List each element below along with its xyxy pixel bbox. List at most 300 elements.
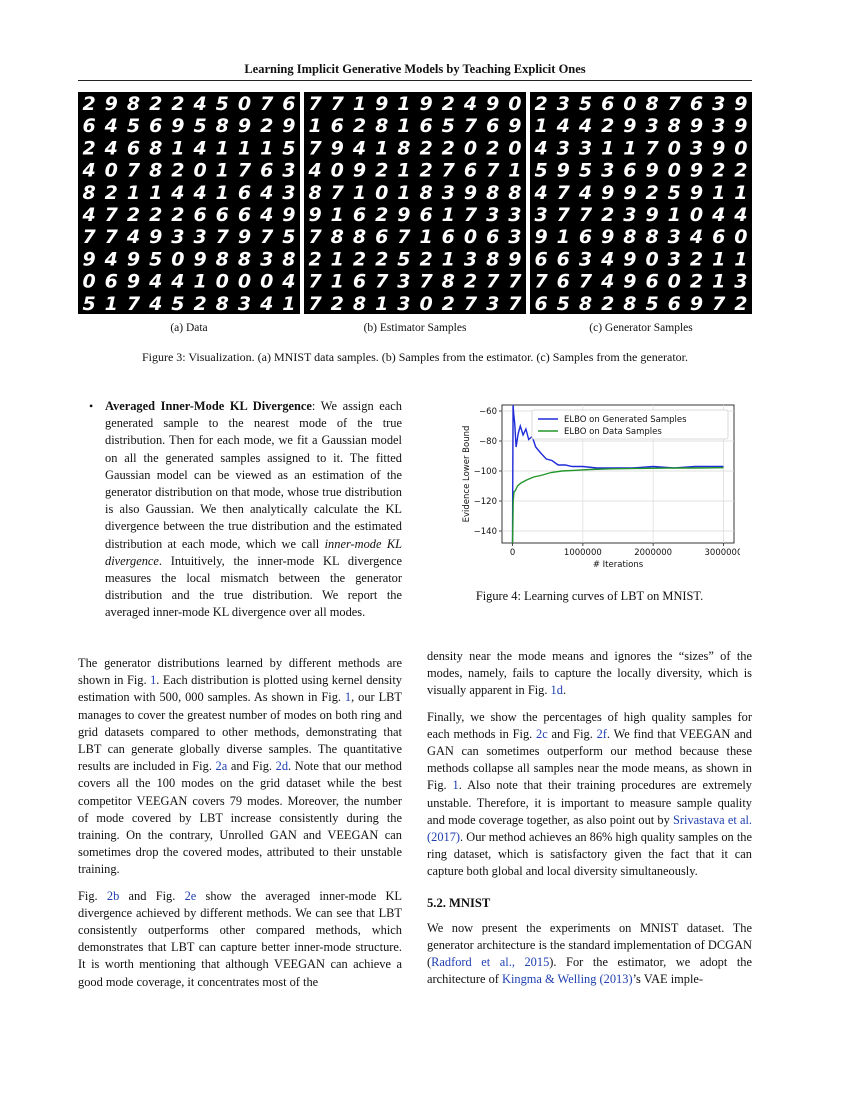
mnist-digit: 6 (712, 226, 726, 249)
figure3-caption: Figure 3: Visualization. (a) MNIST data samples. (b) Samples from the estimator. (c) Samples from the generator. (141, 350, 689, 364)
mnist-digit: 1 (352, 93, 367, 115)
mnist-digit: 4 (463, 93, 478, 115)
mnist-digit: 8 (419, 181, 433, 204)
mnist-digit: 4 (534, 181, 548, 204)
left-paragraph-1: The generator distributions learned by different methods are shown in Fig. 1. Each distribution is plotted using kernel density estimation with 500, 000 samples. As shown in Fig. 1, our LBT manages to cover the greatest number of modes on both ring and grid datasets compared to other methods, demonstrating that LBT can generate globally diverse samples. The quantitative results are included in Fig. 2a and Fig. 2d. Note that our method covers all the 100 modes on the grid dataset while the best competitor VEEGAN covers 79 modes. Moreover, the number of mode covered by LBT increase consistently during the training. On the contrary, Unrolled GAN and VEEGAN can sometimes drop the covered modes, attributed to their unstable training. (78, 656, 402, 877)
mnist-digit: 6 (82, 115, 96, 138)
mnist-digit: 2 (601, 292, 615, 314)
mnist-digit: 1 (734, 181, 748, 204)
mnist-digit: 1 (330, 248, 344, 271)
mnist-digit: 3 (193, 226, 207, 249)
mnist-digit: 2 (104, 181, 118, 204)
mnist-digit: 1 (215, 181, 229, 204)
mnist-digit: 5 (215, 93, 229, 115)
ref-fig-2d[interactable]: 2d (275, 759, 289, 774)
mnist-digit: 9 (149, 226, 163, 249)
mnist-digit: 7 (463, 292, 478, 314)
mnist-digit: 5 (397, 248, 411, 271)
mnist-digit: 8 (237, 248, 252, 271)
mnist-digit: 7 (330, 93, 344, 115)
mnist-digit: 5 (82, 292, 96, 314)
mnist-digit: 1 (441, 248, 455, 271)
mnist-digit: 0 (734, 226, 748, 249)
mnist-digit: 9 (689, 181, 704, 204)
mnist-digit: 1 (330, 204, 344, 226)
mnist-digit: 4 (82, 159, 96, 182)
mnist-digit: 1 (556, 226, 570, 249)
mnist-digit: 9 (556, 159, 570, 182)
mnist-digit: 3 (441, 181, 455, 204)
right-paragraph-3: We now present the experiments on MNIST dataset. The generator architecture is the standard implementation of DCGAN (Radford et al., 2015). For the estimator, we adopt the architecture of Kingma & Welling (2013)’s VAE imple- (427, 920, 753, 987)
ref-kingma-welling-2013[interactable]: Kingma & Welling (2013) (502, 972, 633, 987)
mnist-digit: 2 (260, 115, 274, 138)
mnist-digit: 6 (601, 93, 615, 115)
mnist-digit: 1 (104, 292, 118, 314)
mnist-digit: 8 (623, 292, 637, 314)
mnist-digit: 2 (352, 248, 367, 271)
mnist-digit: 1 (712, 248, 726, 271)
ref-srivastava-2017[interactable]: Srivastava et al. (2017) (427, 812, 752, 845)
mnist-digit: 9 (419, 93, 433, 115)
mnist-digit: 2 (486, 137, 500, 160)
mnist-digit: 3 (578, 248, 593, 271)
mnist-digit: 7 (508, 292, 522, 314)
mnist-digit: 4 (171, 181, 185, 204)
legend-label-data: ELBO on Data Samples (564, 427, 662, 437)
right-column (427, 648, 752, 989)
mnist-digit: 2 (375, 248, 389, 271)
mnist-digit: 6 (419, 115, 433, 138)
mnist-digit: 9 (623, 115, 637, 138)
mnist-digit: 9 (104, 93, 118, 115)
mnist-digit: 3 (397, 292, 411, 314)
mnist-digit: 1 (712, 270, 726, 293)
mnist-digit: 2 (734, 159, 748, 182)
mnist-digit: 3 (645, 115, 659, 138)
mnist-digit: 3 (237, 292, 252, 314)
mnist-digit: 4 (193, 93, 207, 115)
mnist-digit: 7 (534, 270, 548, 293)
mnist-digit: 4 (82, 204, 96, 226)
mnist-digit: 4 (689, 226, 704, 249)
mnist-digit: 3 (623, 204, 637, 226)
mnist-digit: 5 (282, 226, 296, 249)
mnist-digit: 9 (623, 181, 637, 204)
mnist-digit: 6 (689, 93, 704, 115)
mnist-digit: 7 (441, 159, 455, 182)
mnist-digit: 6 (149, 115, 163, 138)
mnist-digit: 9 (171, 115, 185, 138)
mnist-digit: 9 (689, 159, 704, 182)
mnist-digit: 4 (260, 292, 274, 314)
mnist-digit: 4 (104, 137, 118, 160)
mnist-digit: 8 (352, 292, 367, 314)
mnist-digit: 9 (375, 93, 389, 115)
mnist-digit: 7 (126, 159, 141, 182)
mnist-digit: 3 (578, 137, 593, 160)
mnist-digit: 7 (486, 270, 500, 293)
bullet-text: Averaged Inner-Mode KL Divergence: We assign each generated sample to the nearest mode of the true distribution. Then for each mode, we fit a Gaussian model on all the generated samples assigned to it. The fitted Gaussian model can be viewed as an estimation of the generator distribution on that mode, whose true distribution is also Gaussian. We then analytically calculate the KL divergence between the true distribution and the estimated distribution at each mode, which we call inner-mode KL divergence. Intuitively, the inner-mode KL divergence measures the local mismatch between the generator distribution and the true distribution. We report the averaged inner-mode KL divergence over all modes. (105, 399, 403, 620)
mnist-digit: 0 (215, 270, 229, 293)
mnist-digit: 8 (397, 137, 411, 160)
mnist-digit: 2 (689, 248, 704, 271)
running-title: Learning Implicit Generative Models by Teaching Explicit Ones (78, 62, 752, 81)
mnist-digit: 4 (149, 270, 163, 293)
mnist-digit: 0 (463, 226, 478, 249)
mnist-digit: 1 (149, 181, 163, 204)
ref-fig-1d[interactable]: 1d (550, 683, 563, 698)
bullet-item (90, 398, 402, 622)
mnist-digit: 6 (375, 226, 389, 249)
mnist-digit: 2 (375, 159, 389, 182)
mnist-digit: 4 (601, 270, 615, 293)
mnist-digit: 1 (330, 270, 344, 293)
mnist-digit: 7 (308, 292, 322, 314)
mnist-digit: 8 (282, 248, 296, 271)
mnist-digit: 2 (419, 137, 433, 160)
mnist-digit: 0 (260, 270, 274, 293)
mnist-panel-generator (530, 92, 752, 314)
mnist-digit: 4 (578, 115, 593, 138)
mnist-digit: 7 (104, 204, 118, 226)
mnist-digit: 8 (486, 181, 500, 204)
mnist-digit: 0 (375, 181, 389, 204)
subcaption-generator: (c) Generator Samples (589, 322, 693, 334)
mnist-digit: 0 (508, 137, 522, 160)
mnist-digit: 9 (645, 204, 659, 226)
right-paragraph-2: Finally, we show the percentages of high quality samples for each methods in Fig. 2c and Fig. 2f. We find that VEEGAN and GAN can sometimes outperform our method because these methods collapse all samples near the mode means, as shown in Fig. 1. Also note that their training procedures are extremely unstable. Therefore, it is important to measure sample quality and mode coverage together, as also point out by Srivastava et al. (2017). Our method achieves an 86% high quality samples on the ring dataset, which is satisfactory given the fact that it can capture both global and local diversity simultaneously. (427, 709, 753, 879)
mnist-digit: 9 (397, 204, 411, 226)
mnist-digit: 8 (82, 181, 96, 204)
mnist-digit: 6 (534, 292, 548, 314)
mnist-digit: 8 (645, 93, 659, 115)
mnist-digit: 3 (689, 137, 704, 160)
mnist-digit: 9 (601, 226, 615, 249)
mnist-digit: 1 (667, 204, 681, 226)
mnist-digit: 6 (419, 204, 433, 226)
bullet-dot: • (89, 399, 94, 413)
mnist-digit: 9 (689, 115, 704, 138)
mnist-digit: 9 (352, 159, 367, 182)
mnist-digit: 1 (441, 204, 455, 226)
mnist-digit: 2 (308, 248, 322, 271)
mnist-digit: 7 (375, 270, 389, 293)
mnist-digit: 9 (193, 248, 207, 271)
mnist-digit: 3 (734, 270, 748, 293)
mnist-digit: 5 (645, 292, 659, 314)
subcaption-estimator: (b) Estimator Samples (363, 322, 467, 334)
mnist-digit: 4 (260, 204, 274, 226)
mnist-digit: 6 (623, 159, 637, 182)
mnist-digit: 9 (601, 181, 615, 204)
mnist-digit: 0 (330, 159, 344, 182)
ref-radford-2015[interactable]: Radford et al., 2015 (431, 955, 550, 970)
mnist-digit: 4 (104, 248, 118, 271)
mnist-digit: 3 (712, 115, 726, 138)
mnist-digit: 7 (463, 204, 478, 226)
mnist-digit: 1 (508, 159, 522, 182)
mnist-digit: 9 (645, 159, 659, 182)
figure4-caption: Figure 4: Learning curves of LBT on MNIST. (475, 589, 704, 603)
mnist-digit: 7 (308, 137, 322, 160)
mnist-digit: 6 (441, 226, 455, 249)
mnist-digit: 9 (623, 248, 637, 271)
mnist-digit: 5 (556, 292, 570, 314)
right-paragraph-1: density near the mode means and ignores the “sizes” of the modes, namely, fails to capture the locally diversity, which is visually apparent in Fig. 1d. (427, 649, 752, 698)
mnist-digit: 3 (534, 204, 548, 226)
mnist-digit: 0 (667, 270, 681, 293)
mnist-digit: 3 (508, 226, 522, 249)
mnist-digit: 9 (689, 292, 704, 314)
mnist-digit: 5 (282, 137, 296, 160)
mnist-digit: 2 (441, 93, 455, 115)
mnist-digit: 7 (556, 204, 570, 226)
mnist-digit: 7 (667, 93, 681, 115)
mnist-digit: 4 (260, 181, 274, 204)
mnist-digit: 5 (126, 115, 141, 138)
mnist-digit: 8 (149, 159, 163, 182)
mnist-digit: 3 (282, 159, 296, 182)
mnist-digit: 9 (508, 115, 522, 138)
mnist-digit: 4 (193, 137, 207, 160)
mnist-digit: 2 (712, 159, 726, 182)
mnist-digit: 7 (556, 181, 570, 204)
mnist-digit: 1 (601, 137, 615, 160)
mnist-digit: 8 (508, 181, 522, 204)
mnist-digit: 7 (578, 204, 593, 226)
mnist-digit: 3 (486, 204, 500, 226)
mnist-digit: 4 (578, 181, 593, 204)
mnist-digit: 2 (171, 204, 185, 226)
ref-fig-2e[interactable]: 2e (184, 888, 197, 903)
mnist-digit: 1 (375, 292, 389, 314)
mnist-digit: 5 (171, 292, 185, 314)
mnist-digit: 7 (508, 270, 522, 293)
mnist-digit: 9 (308, 204, 322, 226)
mnist-digit: 0 (667, 159, 681, 182)
mnist-digit: 0 (193, 159, 207, 182)
mnist-digit: 1 (419, 226, 433, 249)
mnist-digit: 1 (734, 248, 748, 271)
mnist-digit: 3 (508, 204, 522, 226)
mnist-digit: 9 (237, 226, 252, 249)
mnist-digit: 5 (193, 115, 207, 138)
mnist-digit: 0 (82, 270, 96, 293)
mnist-digit: 2 (689, 270, 704, 293)
mnist-digit: 8 (623, 226, 637, 249)
mnist-digit: 1 (712, 181, 726, 204)
mnist-digit: 3 (282, 181, 296, 204)
mnist-digit: 6 (556, 248, 570, 271)
y-tick-label: −100 (473, 467, 497, 477)
learning-curve-chart (450, 400, 740, 572)
x-tick-label: 3000000 (704, 548, 740, 558)
ref-fig-2c[interactable]: 2c (536, 726, 548, 741)
mnist-digit: 7 (126, 292, 141, 314)
mnist-digit: 7 (712, 292, 726, 314)
mnist-digit: 6 (237, 204, 252, 226)
mnist-digit: 6 (667, 292, 681, 314)
mnist-digit: 7 (308, 93, 322, 115)
mnist-digit: 5 (441, 115, 455, 138)
mnist-digit: 9 (126, 270, 141, 293)
left-paragraph-2: Fig. 2b and Fig. 2e show the averaged inner-mode KL divergence achieved by different methods. We can see that LBT consistently outperforms other compared methods, which demonstrates that LBT can capture better inner-mode structure. It is worth mentioning that although VEEGAN can achieve a good mode coverage, it concentrates most of the (78, 888, 402, 989)
mnist-digit: 0 (645, 248, 659, 271)
mnist-digit: 1 (397, 181, 411, 204)
mnist-digit: 9 (237, 115, 252, 138)
mnist-digit: 2 (171, 159, 185, 182)
ref-fig-2a[interactable]: 2a (215, 759, 228, 774)
mnist-digit: 7 (215, 226, 229, 249)
mnist-digit: 7 (82, 226, 96, 249)
mnist-digit: 1 (215, 159, 229, 182)
mnist-digit: 1 (397, 115, 411, 138)
mnist-digit: 3 (667, 248, 681, 271)
mnist-digit: 3 (463, 248, 478, 271)
ref-fig-1[interactable]: 1 (344, 690, 352, 705)
mnist-digit: 6 (104, 270, 118, 293)
mnist-digit: 6 (352, 270, 367, 293)
mnist-digit: 7 (260, 93, 274, 115)
ref-fig-2f[interactable]: 2f (596, 726, 607, 741)
mnist-digit: 6 (282, 93, 296, 115)
mnist-digit: 0 (463, 137, 478, 160)
mnist-digit: 4 (126, 226, 141, 249)
mnist-digit: 1 (352, 181, 367, 204)
mnist-digit: 0 (689, 204, 704, 226)
mnist-digit: 4 (734, 204, 748, 226)
mnist-digit: 4 (104, 115, 118, 138)
mnist-digit: 8 (441, 270, 455, 293)
mnist-digit: 1 (260, 137, 274, 160)
mnist-digit: 8 (308, 181, 322, 204)
mnist-digit: 8 (375, 115, 389, 138)
mnist-digit: 1 (237, 137, 252, 160)
y-tick-label: −120 (473, 497, 497, 507)
mnist-digit: 7 (645, 137, 659, 160)
mnist-digit: 6 (556, 270, 570, 293)
mnist-digit: 6 (534, 248, 548, 271)
x-axis-label: # Iterations (592, 560, 644, 570)
mnist-digit: 0 (734, 137, 748, 160)
mnist-digit: 1 (215, 137, 229, 160)
mnist-digit: 6 (352, 204, 367, 226)
mnist-digit: 6 (193, 204, 207, 226)
ref-fig-1[interactable]: 1 (150, 673, 157, 688)
mnist-panel-data (78, 92, 300, 314)
mnist-digit: 0 (623, 93, 637, 115)
mnist-digit: 6 (645, 270, 659, 293)
ref-fig-1[interactable]: 1 (452, 778, 459, 793)
mnist-digit: 4 (556, 115, 570, 138)
mnist-digit: 4 (534, 137, 548, 160)
mnist-digit: 2 (419, 248, 433, 271)
mnist-digit: 0 (104, 159, 118, 182)
mnist-digit: 4 (601, 248, 615, 271)
x-tick-label: 0 (509, 548, 516, 558)
mnist-digit: 2 (419, 159, 433, 182)
subcaption-data: (a) Data (170, 322, 208, 334)
mnist-digit: 8 (645, 226, 659, 249)
mnist-digit: 6 (486, 226, 500, 249)
y-tick-label: −80 (479, 437, 497, 447)
mnist-panel-estimator (304, 92, 526, 314)
x-tick-label: 2000000 (634, 548, 673, 558)
y-tick-label: −60 (479, 407, 497, 417)
mnist-digit: 6 (463, 159, 478, 182)
mnist-digit: 8 (215, 292, 229, 314)
mnist-digit: 6 (578, 226, 593, 249)
mnist-digit: 2 (601, 115, 615, 138)
legend-label-generated: ELBO on Generated Samples (564, 415, 687, 425)
mnist-digit: 2 (441, 137, 455, 160)
mnist-digit: 0 (171, 248, 185, 271)
mnist-digit: 2 (82, 93, 96, 115)
mnist-digit: 6 (126, 137, 141, 160)
mnist-digit: 9 (534, 226, 548, 249)
mnist-digit: 2 (534, 93, 548, 115)
mnist-digit: 8 (667, 115, 681, 138)
mnist-digit: 2 (149, 93, 163, 115)
mnist-digit: 2 (149, 204, 163, 226)
mnist-digit: 3 (667, 226, 681, 249)
mnist-digit: 2 (375, 204, 389, 226)
mnist-digit: 1 (397, 159, 411, 182)
mnist-digit: 1 (193, 270, 207, 293)
mnist-digit: 6 (237, 181, 252, 204)
mnist-digit: 5 (534, 159, 548, 182)
mnist-digit: 3 (171, 226, 185, 249)
mnist-digit: 4 (352, 137, 367, 160)
mnist-digit: 8 (215, 248, 229, 271)
mnist-digit: 2 (463, 270, 478, 293)
mnist-digit: 2 (193, 292, 207, 314)
mnist-digit: 2 (82, 137, 96, 160)
mnist-digit: 2 (352, 115, 367, 138)
mnist-digit: 4 (149, 292, 163, 314)
ref-fig-2b[interactable]: 2b (106, 888, 120, 903)
left-column (78, 655, 402, 991)
mnist-digit: 9 (126, 248, 141, 271)
mnist-digit: 1 (308, 115, 322, 138)
x-tick-label: 1000000 (563, 548, 602, 558)
mnist-digit: 0 (237, 93, 252, 115)
mnist-digit: 3 (556, 137, 570, 160)
mnist-digit: 1 (623, 137, 637, 160)
mnist-digit: 2 (171, 93, 185, 115)
mnist-digit: 2 (330, 292, 344, 314)
mnist-digit: 6 (260, 159, 274, 182)
bullet-title: Averaged Inner-Mode KL Divergence (105, 399, 312, 413)
mnist-digit: 9 (623, 270, 637, 293)
mnist-digit: 0 (667, 137, 681, 160)
mnist-digit: 9 (734, 115, 748, 138)
mnist-digit: 2 (601, 204, 615, 226)
mnist-digit: 7 (308, 270, 322, 293)
mnist-digit: 8 (486, 248, 500, 271)
mnist-digit: 1 (126, 181, 141, 204)
mnist-digit: 2 (734, 292, 748, 314)
mnist-digit: 9 (330, 137, 344, 160)
mnist-digit: 3 (712, 93, 726, 115)
mnist-digit: 8 (578, 292, 593, 314)
mnist-digit: 1 (171, 137, 185, 160)
mnist-digit: 7 (578, 270, 593, 293)
mnist-digit: 7 (260, 226, 274, 249)
mnist-digit: 6 (486, 115, 500, 138)
mnist-digit: 7 (463, 115, 478, 138)
mnist-digit: 8 (330, 226, 344, 249)
